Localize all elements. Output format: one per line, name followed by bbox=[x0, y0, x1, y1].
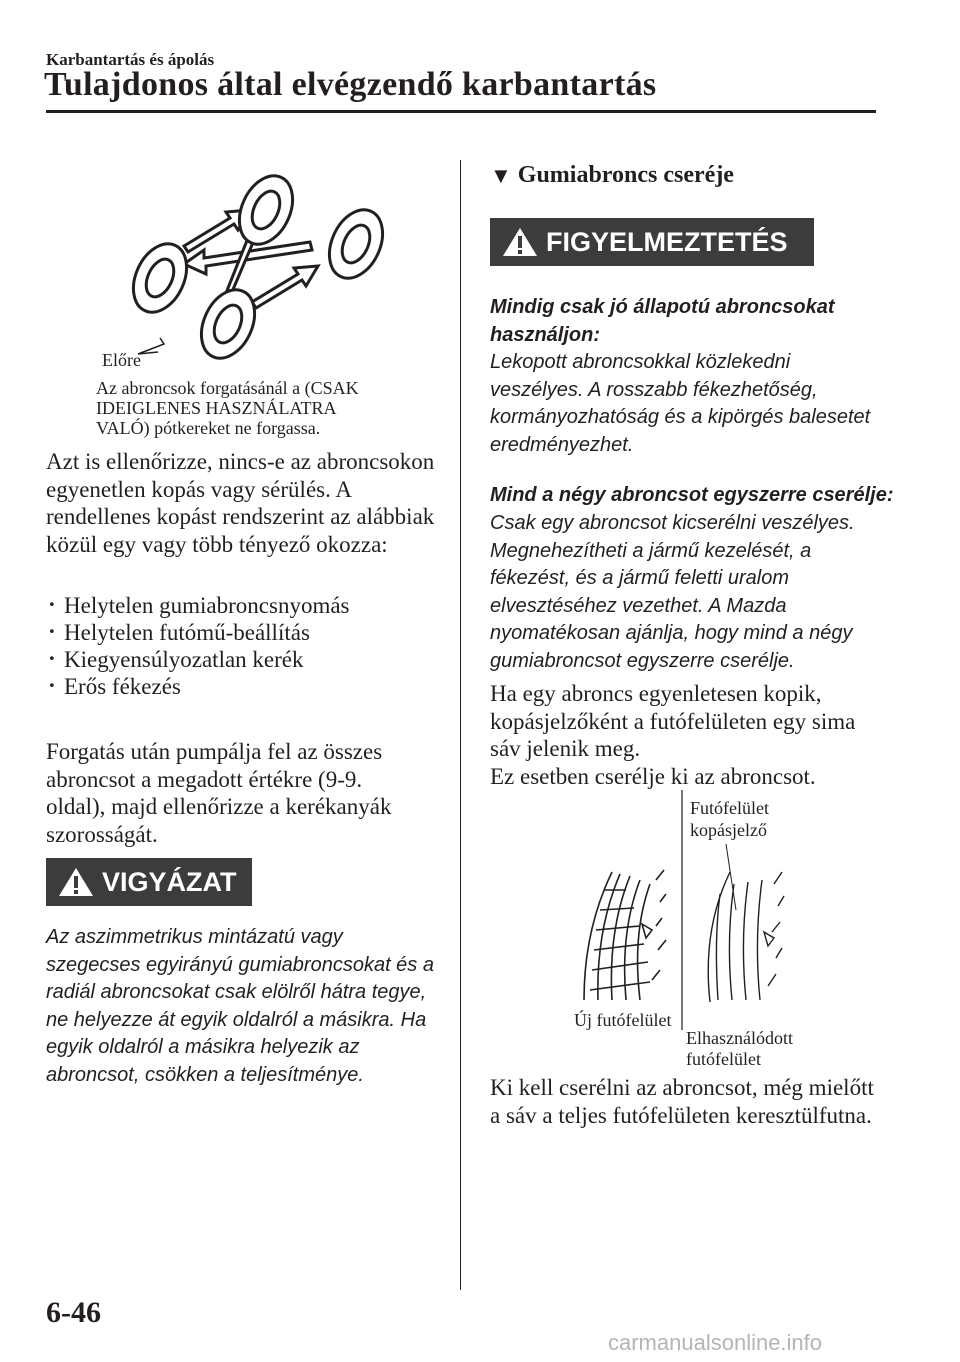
warning-label: FIGYELMEZTETÉS bbox=[546, 226, 788, 257]
section-label: Karbantartás és ápolás bbox=[46, 50, 215, 69]
worn-tread-label-2: futófelület bbox=[686, 1049, 761, 1069]
list-item: · Erős fékezés bbox=[46, 673, 350, 700]
tire-rotation-figure bbox=[80, 168, 400, 378]
warning-text-2: Csak egy abroncsot kicserélni veszélyes. Megnehezítheti a jármű kezelését, a fékezést, és a jármű feletti uralom elvesztéséhez vezethet. A Mazda nyomatékosan ajánlja, hogy mind a négy gumiabroncsot egyszerre cserélje. bbox=[490, 512, 855, 672]
list-item: · Kiegyensúlyozatlan kerék bbox=[46, 646, 350, 673]
wheel-icon bbox=[191, 281, 265, 367]
warning-heading-1: Mindig csak jó állapotú abroncsokat használjon: bbox=[490, 296, 835, 346]
wheel-icon bbox=[229, 168, 303, 253]
wear-causes-list bbox=[46, 592, 350, 700]
list-item: · Helytelen gumiabroncsnyomás bbox=[46, 592, 350, 619]
caution-text: Az aszimmetrikus mintázatú vagy szegecses egyirányú gumiabroncsokat és a radiál abroncsokat csak elölről hátra tegye, ne helyezze át egyik oldalról a másikra. Ha egyik oldalról a másikra helyezik az abroncsot, csökken a teljesítménye. bbox=[46, 926, 434, 1086]
caution-label: VIGYÁZAT bbox=[102, 866, 237, 897]
warning-text-1: Lekopott abroncsokkal közlekedni veszélyes. A rosszabb fékezhetőség, kormányozhatóság és a kipörgés balesetet eredményezhet. bbox=[490, 351, 871, 456]
new-tread-label: Új futófelület bbox=[574, 1010, 672, 1030]
paragraph-wear-band: Ha egy abroncs egyenletesen kopik, kopásjelzőként a futófelületen egy sima sáv jelenik meg. Ez esetben cserélje ki az abroncsot. bbox=[490, 681, 856, 789]
subheading-text: Gumiabroncs cseréje bbox=[517, 162, 734, 188]
rotation-caption: Az abroncsok forgatásánál a (CSAK IDEIGLENES HASZNÁLATRA VALÓ) pótkereket ne forgassa. bbox=[96, 378, 359, 438]
subheading bbox=[490, 162, 734, 189]
caution-banner bbox=[46, 858, 252, 906]
warning-heading-2: Mind a négy abroncsot egyszerre cserélje: bbox=[490, 484, 894, 506]
warning-banner bbox=[490, 218, 814, 266]
wheel-icon bbox=[319, 201, 393, 287]
title-rule bbox=[46, 110, 876, 113]
column-divider bbox=[460, 160, 461, 1290]
list-item: · Helytelen futómű-beállítás bbox=[46, 619, 350, 646]
paragraph-uneven-wear: Azt is ellenőrizze, nincs-e az abroncsokon egyenetlen kopás vagy sérülés. A rendellenes kopást rendszerint az alábbiak közül egy vagy több tényező okozza: bbox=[46, 449, 435, 557]
rotation-arrow bbox=[252, 266, 318, 308]
worn-tread-pattern bbox=[708, 872, 784, 1002]
warning-triangle-icon bbox=[500, 225, 540, 259]
watermark: carmanualsonline.info bbox=[608, 1330, 823, 1355]
indicator-label-2: kopásjelző bbox=[690, 820, 767, 840]
triangle-down-icon: ▼ bbox=[490, 162, 512, 188]
forward-pointer-icon bbox=[138, 338, 164, 354]
page-title: Tulajdonos által elvégzendő karbantartás bbox=[44, 66, 657, 103]
tread-wear-figure bbox=[560, 790, 820, 1030]
warning-triangle-icon bbox=[56, 865, 96, 899]
forward-label: Előre bbox=[102, 350, 141, 370]
worn-tread-label-1: Elhasználódott bbox=[686, 1028, 793, 1048]
page-number: 6-46 bbox=[46, 1296, 101, 1329]
paragraph-inflate: Forgatás után pumpálja fel az összes abroncsot a megadott értékre (9-9. oldal), majd ellenőrizze a kerékanyák szorosságát. bbox=[46, 739, 392, 847]
paragraph-replace: Ki kell cserélni az abroncsot, még mielőtt a sáv a teljes futófelületen keresztülfutna. bbox=[490, 1075, 874, 1128]
new-tread-pattern bbox=[584, 870, 666, 1000]
indicator-label-1: Futófelület bbox=[690, 798, 769, 818]
